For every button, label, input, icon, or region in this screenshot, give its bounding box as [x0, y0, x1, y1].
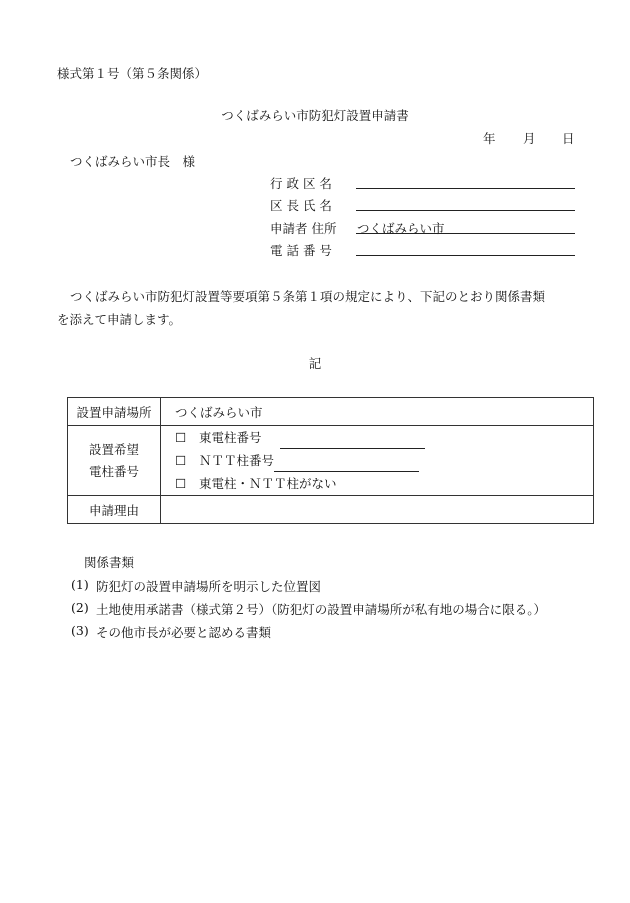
option-tepco-pole[interactable] [161, 426, 593, 449]
checkbox-icon[interactable]: ☐ [175, 430, 187, 445]
pole-label-line-1: 設置希望 [88, 441, 139, 457]
location-row [68, 398, 594, 426]
ntt-number-field[interactable] [274, 457, 419, 472]
date-year: 年 [483, 131, 496, 146]
location-value[interactable]: つくばみらい市 [161, 398, 594, 426]
option-ntt-label: ＮＴＴ柱番号 [199, 453, 275, 468]
pole-options [161, 426, 594, 496]
documents-heading: 関係書類 [84, 555, 135, 570]
document-item-text: 土地使用承諾書（様式第２号）（防犯灯の設置申請場所が私有地の場合に限る。） [96, 602, 547, 617]
pole-label-line-2: 電柱番号 [88, 463, 139, 479]
option-no-pole-label: 東電柱・ＮＴＴ柱がない [199, 476, 337, 491]
date-month: 月 [523, 131, 536, 146]
head-name-field[interactable] [356, 210, 575, 211]
addressee: つくばみらい市長 様 [70, 154, 196, 169]
pole-label [68, 426, 161, 496]
head-name-label: 区 長 氏 名 [270, 198, 332, 213]
applicant-address-field[interactable] [356, 233, 575, 234]
district-field[interactable] [356, 188, 575, 189]
option-no-pole[interactable] [161, 472, 593, 495]
tepco-number-field[interactable] [280, 434, 425, 449]
district-label: 行 政 区 名 [270, 176, 332, 191]
applicant-address-value: つくばみらい市 [357, 221, 445, 236]
reason-value[interactable] [161, 496, 594, 524]
document-title: つくばみらい市防犯灯設置申請書 [221, 108, 409, 123]
pole-row [68, 426, 594, 496]
document-item-text: その他市長が必要と認める書類 [96, 625, 272, 640]
ki-heading: 記 [308, 356, 322, 371]
application-table [67, 397, 594, 524]
applicant-address-label: 申請者 住所 [270, 221, 337, 236]
body-text-line-2: を添えて申請します。 [57, 312, 182, 327]
option-tepco-label: 東電柱番号 [199, 430, 262, 445]
reason-row [68, 496, 594, 524]
form-number: 様式第１号（第５条関係） [57, 66, 208, 81]
document-item-number: (1) [71, 577, 89, 592]
phone-label: 電 話 番 号 [270, 243, 332, 258]
option-ntt-pole[interactable] [161, 449, 593, 472]
reason-label: 申請理由 [68, 496, 161, 524]
document-item-number: (2) [71, 600, 89, 615]
document-item-text: 防犯灯の設置申請場所を明示した位置図 [96, 579, 322, 594]
document-item-number: (3) [71, 623, 89, 638]
date-day: 日 [562, 131, 575, 146]
checkbox-icon[interactable]: ☐ [175, 453, 187, 468]
location-label: 設置申請場所 [68, 398, 161, 426]
body-text-line-1: つくばみらい市防犯灯設置等要項第５条第１項の規定により、下記のとおり関係書類 [70, 289, 546, 304]
checkbox-icon[interactable]: ☐ [175, 476, 187, 491]
phone-field[interactable] [356, 255, 575, 256]
